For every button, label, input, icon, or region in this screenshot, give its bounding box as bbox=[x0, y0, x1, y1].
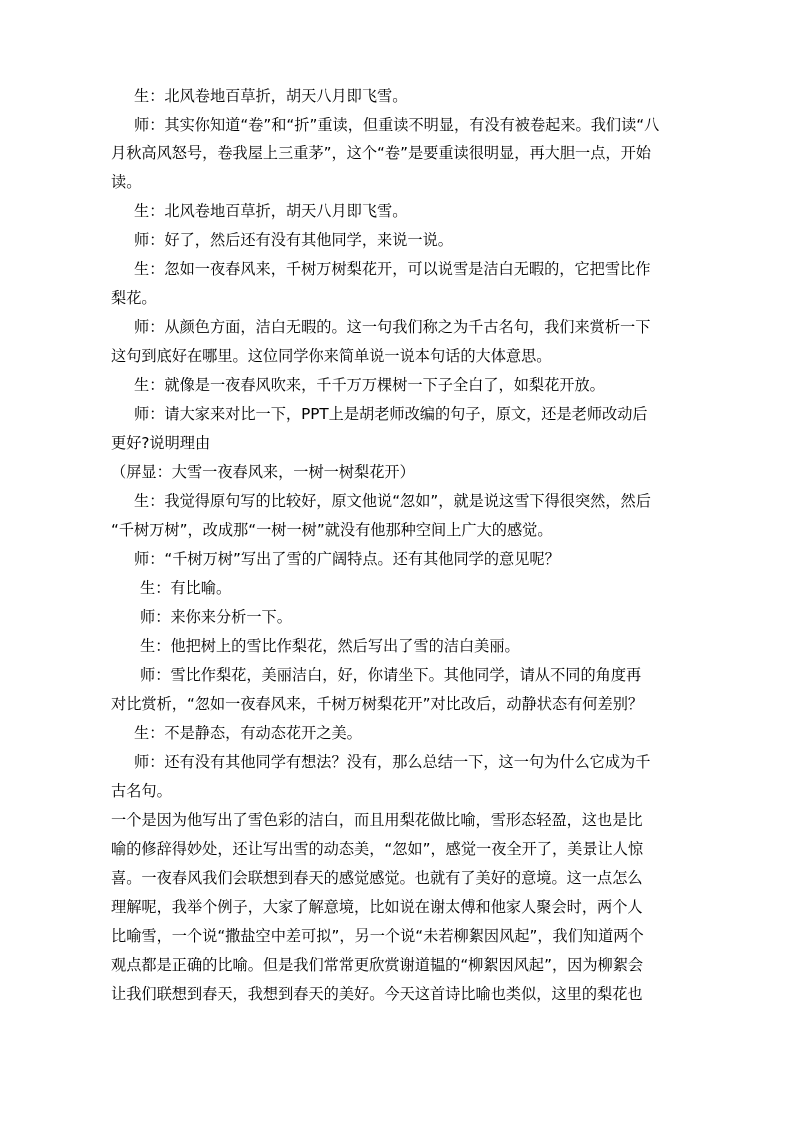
paragraph-line: 师：从颜色方面，洁白无暇的。这一句我们称之为千古名句，我们来赏析一下 bbox=[134, 318, 651, 336]
paragraph-line: 师：请大家来对比一下，PPT上是胡老师改编的句子，原文，还是老师改动后 bbox=[134, 405, 648, 423]
paragraph-line: 生：忽如一夜春风来，千树万树梨花开，可以说雪是洁白无暇的，它把雪比作 bbox=[134, 260, 651, 278]
paragraph-line: 喻的修辞得妙处，还让写出雪的动态美，“忽如”，感觉一夜全开了，美景让人惊 bbox=[111, 840, 644, 858]
paragraph-line: 生：不是静态，有动态花开之美。 bbox=[134, 724, 362, 742]
paragraph-line: 师：“千树万树”写出了雪的广阔特点。还有其他同学的意见呢？ bbox=[134, 550, 560, 568]
paragraph-line: 师：还有没有其他同学有想法？没有，那么总结一下，这一句为什么它成为千 bbox=[134, 753, 651, 771]
paragraph-line: （屏显：大雪一夜春风来，一树一树梨花开） bbox=[111, 463, 415, 481]
paragraph-line: 观点都是正确的比喻。但是我们常常更欣赏谢道韫的“柳絮因风起”，因为柳絮会 bbox=[111, 956, 644, 974]
paragraph-line: 这句到底好在哪里。这位同学你来简单说一说本句话的大体意思。 bbox=[111, 347, 552, 365]
paragraph-line: 师：来你来分析一下。 bbox=[140, 608, 292, 626]
paragraph-line: 生：北风卷地百草折，胡天八月即飞雪。 bbox=[134, 87, 408, 105]
paragraph-line: 让我们联想到春天，我想到春天的美好。今天这首诗比喻也类似，这里的梨花也 bbox=[111, 985, 643, 1003]
paragraph-line: 生：北风卷地百草折，胡天八月即飞雪。 bbox=[134, 202, 408, 220]
paragraph-line: 喜。一夜春风我们会联想到春天的感觉感觉。也就有了美好的意境。这一点怎么 bbox=[111, 869, 643, 887]
paragraph-line: 师：其实你知道“卷”和“折”重读，但重读不明显，有没有被卷起来。我们读“八 bbox=[134, 116, 660, 134]
paragraph-line: 一个是因为他写出了雪色彩的洁白，而且用梨花做比喻，雪形态轻盈，这也是比 bbox=[111, 811, 643, 829]
paragraph-line: 师：好了，然后还有没有其他同学，来说一说。 bbox=[134, 231, 453, 249]
paragraph-line: 对比赏析，“忽如一夜春风来，千树万树梨花开”对比改后，动静状态有何差别？ bbox=[111, 695, 644, 713]
paragraph-line: 古名句。 bbox=[111, 782, 172, 800]
paragraph-line: 梨花。 bbox=[111, 289, 157, 307]
paragraph-line: 生：我觉得原句写的比较好，原文他说“忽如”，就是说这雪下得很突然，然后 bbox=[134, 492, 651, 510]
paragraph-line: 月秋高风怒号，卷我屋上三重茅”，这个“卷”是要重读很明显，再大胆一点，开始 bbox=[111, 144, 651, 162]
paragraph-line: 生：他把树上的雪比作梨花，然后写出了雪的洁白美丽。 bbox=[140, 637, 520, 655]
paragraph-line: 生：有比喻。 bbox=[140, 579, 232, 597]
paragraph-line: 比喻雪，一个说“撒盐空中差可拟”，另一个说“未若柳絮因风起”，我们知道两个 bbox=[111, 927, 644, 945]
paragraph-line: 理解呢，我举个例子，大家了解意境，比如说在谢太傅和他家人聚会时，两个人 bbox=[111, 898, 643, 916]
paragraph-line: 读。 bbox=[111, 173, 142, 191]
paragraph-line: 生：就像是一夜春风吹来，千千万万棵树一下子全白了，如梨花开放。 bbox=[134, 376, 605, 394]
paragraph-line: “千树万树”，改成那“一树一树”就没有他那种空间上广大的感觉。 bbox=[111, 521, 553, 539]
paragraph-line: 更好?说明理由 bbox=[111, 434, 211, 452]
paragraph-line: 师：雪比作梨花，美丽洁白，好，你请坐下。其他同学，请从不同的角度再 bbox=[140, 666, 642, 684]
